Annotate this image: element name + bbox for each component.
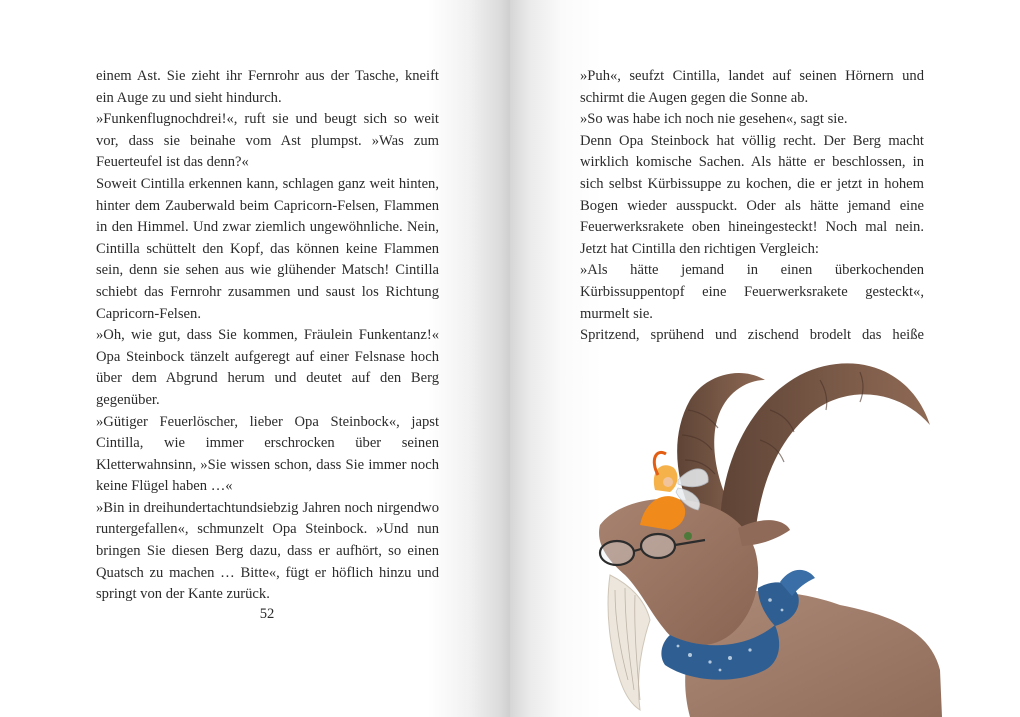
right-page [510,0,1020,717]
page-number: 52 [259,606,275,622]
paragraph: »Oh, wie gut, dass Sie kommen, Fräulein Funkentanz!« Opa Steinbock tänzelt aufgeregt auf einer Felsnase hoch über dem Abgrund herum und deutet auf den Berg gegenüber. [96,327,439,408]
paragraph: »So was habe ich noch nie gesehen«, sagt sie. [580,111,848,128]
right-page-text [580,66,924,347]
paragraph: Soweit Cintilla erkennen kann, schlagen ganz weit hinten, hinter dem Zauberwald beim Capricorn-Felsen, Flammen in den Himmel. Und zwar ziemlich ungewöhnliche. Nein, Cintilla schüttelt den Kopf, das können keine Flammen sein, denn sie sehen aus wie glühender Matsch! Cintilla schiebt das Fernrohr zusammen und saust los Richtung Capricorn-Felsen. [96,175,439,322]
paragraph: Denn Opa Steinbock hat völlig recht. Der Berg macht wirklich komische Sachen. Als hätte er beschlossen, in sich selbst Kürbissuppe zu kochen, die er jetzt in hohem Bogen wieder ausspuckt. Oder als hätte jemand eine Feuerwerksrakete oben hineingesteckt! Noch mal nein. Jetzt hat Cintilla den richtigen Vergleich: [580,132,924,257]
paragraph: »Gütiger Feuerlöscher, lieber Opa Steinbock«, japst Cintilla, wie immer erschrocken über seinen Kletterwahnsinn, »Sie wissen schon, dass Sie immer noch keine Flügel haben …« [96,413,439,495]
ibex-eye [684,532,692,540]
paragraph: »Puh«, seufzt Cintilla, landet auf seinen Hörnern und schirmt die Augen gegen die Sonne ab. [580,68,924,106]
paragraph: »Als hätte jemand in einen überkochenden Kürbissuppentopf eine Feuerwerksrakete gesteckt«, murmelt sie. [580,262,924,322]
left-page-text [96,66,439,606]
ibex-illustration [570,350,960,717]
paragraph: »Funkenflugnochdrei!«, ruft sie und beugt sich so weit vor, dass sie beinahe vom Ast plumpst. »Was zum Feuerteufel ist das denn?« [96,111,439,171]
paragraph: Spritzend, sprühend und zischend brodelt das heiße [580,327,924,344]
paragraph: einem Ast. Sie zieht ihr Fernrohr aus der Tasche, kneift ein Auge zu und sieht hindurch. [96,68,439,106]
paragraph: »Bin in dreihundertachtundsiebzig Jahren noch nirgendwo runtergefallen«, schmunzelt Opa Steinbock. »Und nun bringen Sie diesen Berg dazu, dass er aufhört, so einen Quatsch zu machen … Bitte«, fügt er höflich hinzu und springt von der Kante zurück. [96,499,439,603]
